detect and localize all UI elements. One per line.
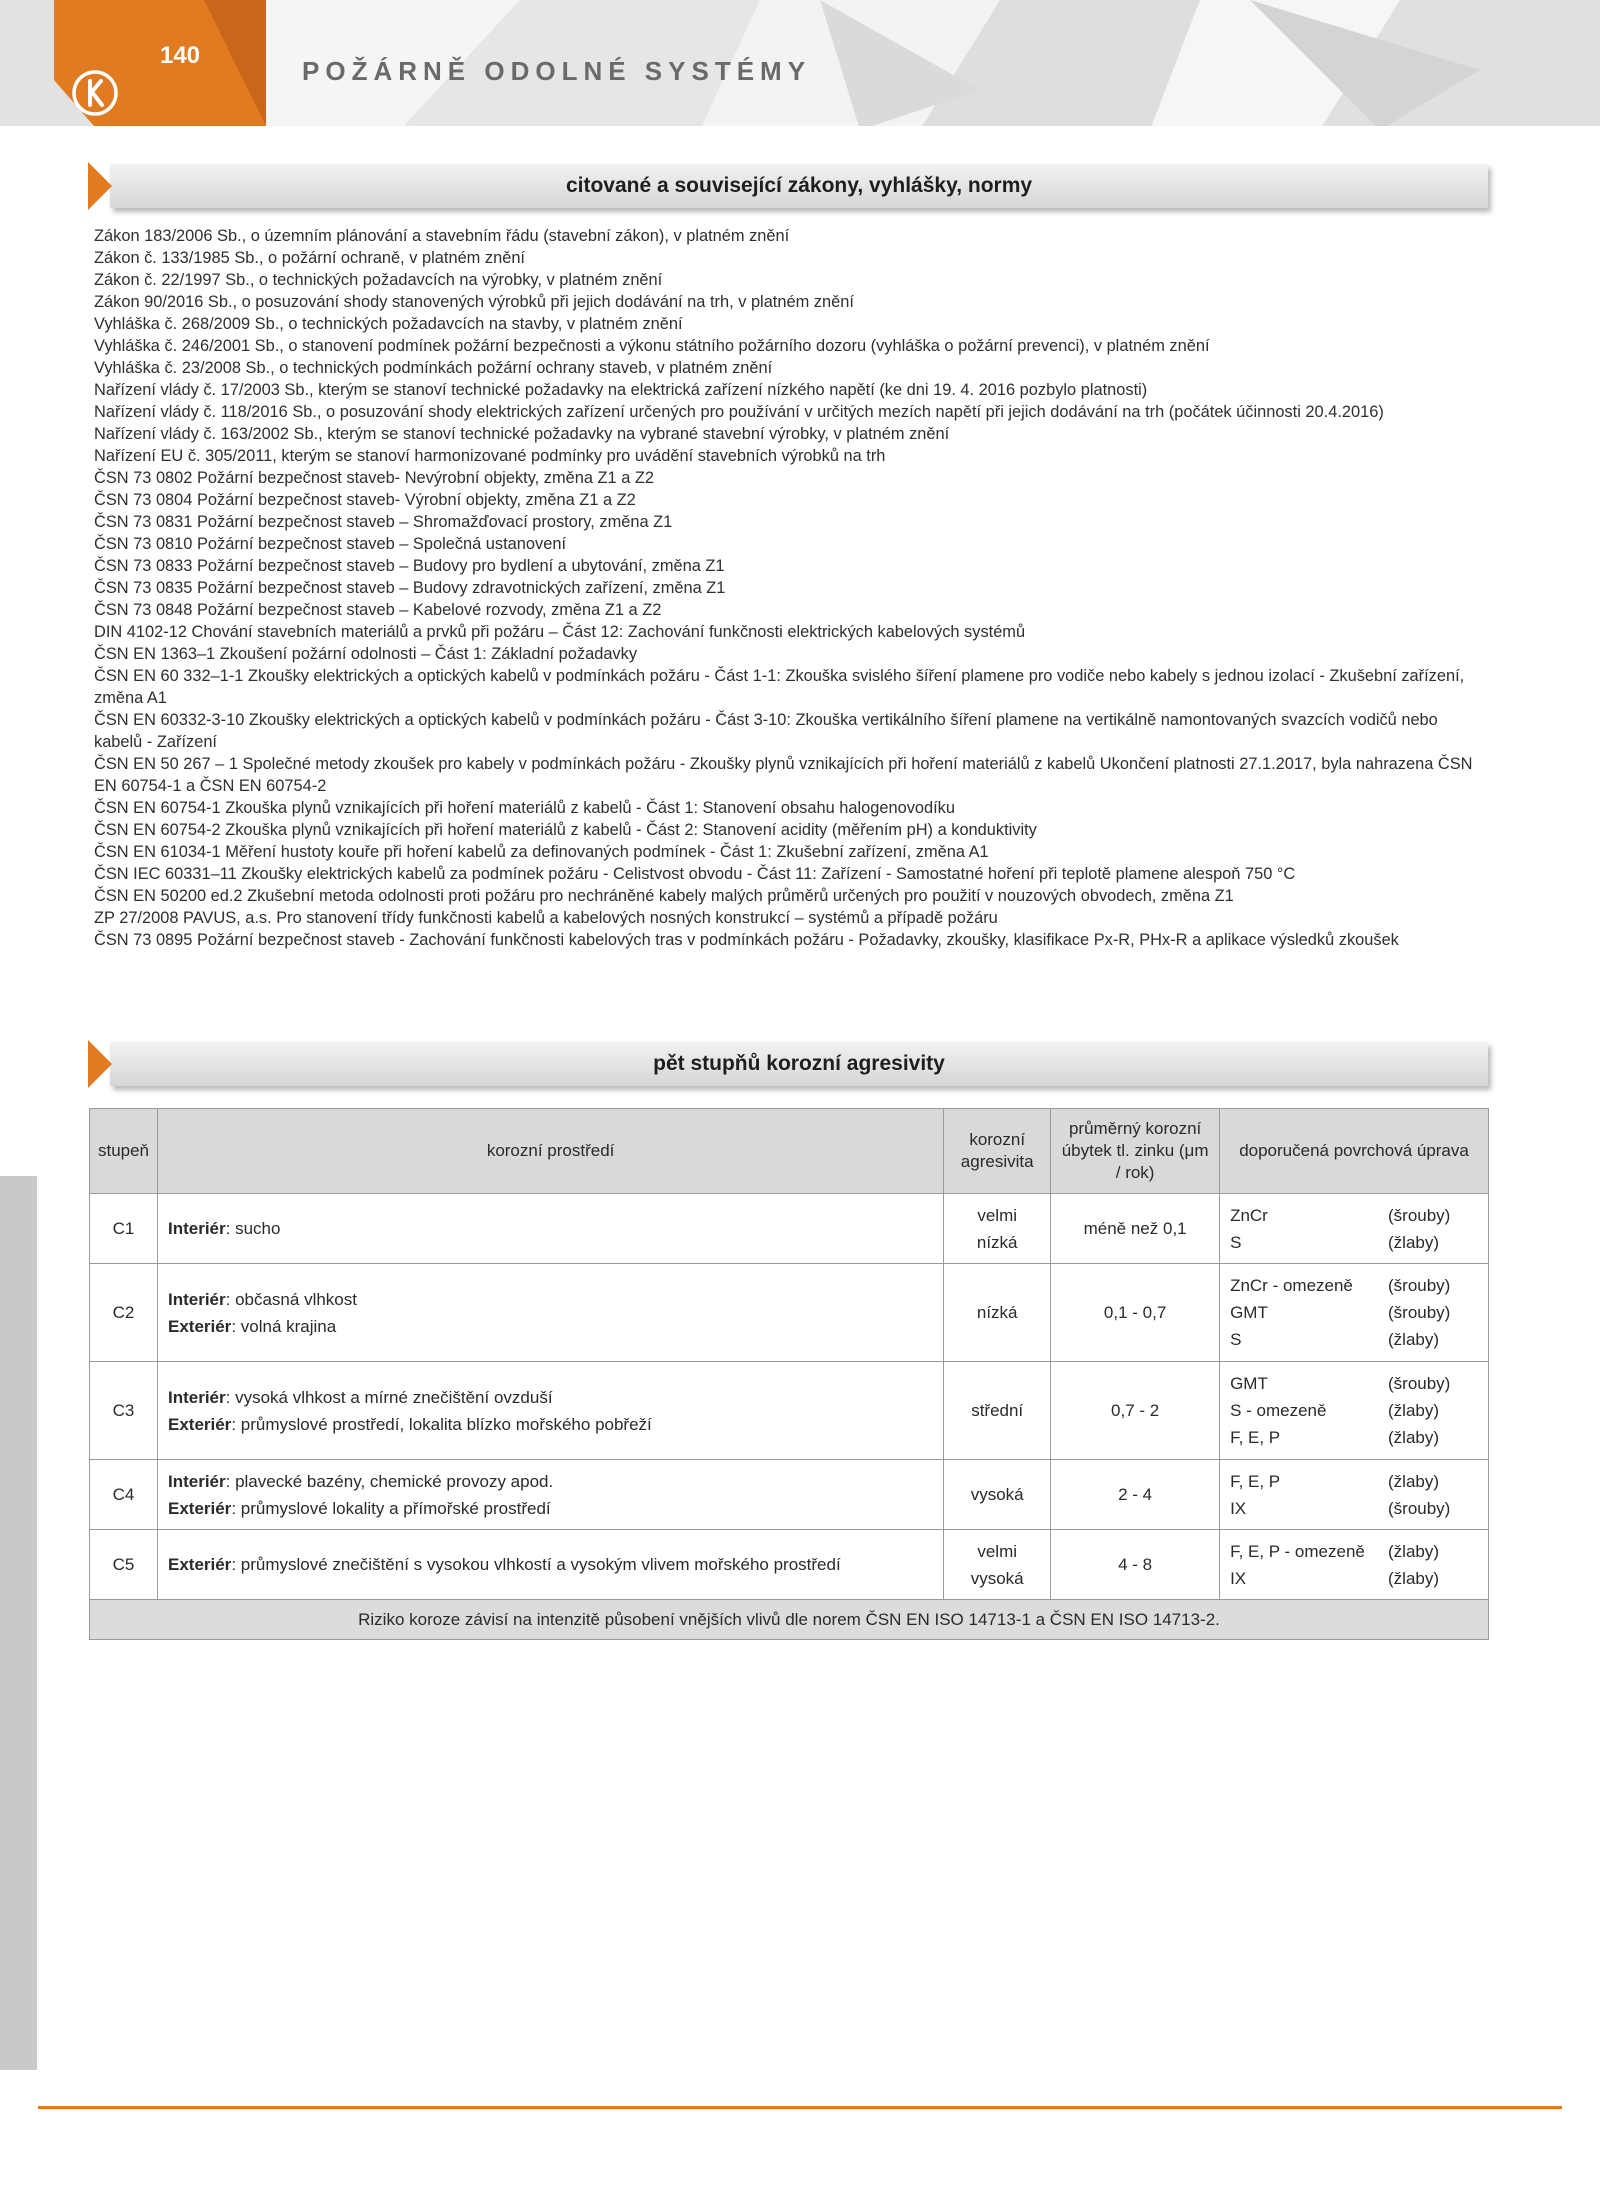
surface-line (1230, 1565, 1478, 1592)
table-row (90, 1530, 1489, 1600)
cell-stage: C3 (90, 1362, 158, 1460)
environment-text: : průmyslové prostředí, lokalita blízko mořského pobřeží (231, 1414, 652, 1434)
reference-item: ČSN 73 0802 Požární bezpečnost staveb- Nevýrobní objekty, změna Z1 a Z2 (94, 469, 655, 487)
corrosion-table (89, 1108, 1489, 1640)
reference-item: ČSN EN 50200 ed.2 Zkušební metoda odolnosti proti požáru pro nechráněné kabely malých průměrů určených pro použití v nouzových obvodech, změna Z1 (94, 887, 1234, 905)
surface-type: ZnCr - omezeně (1230, 1276, 1353, 1295)
surface-use: (žlaby) (1388, 1401, 1440, 1420)
reference-item: Zákon č. 22/1997 Sb., o technických požadavcích na výrobky, v platném znění (94, 271, 663, 289)
surface-line (1230, 1299, 1478, 1326)
reference-item: Nařízení vlády č. 118/2016 Sb., o posuzování shody elektrických zařízení určených pro používání v určitých mezích napětí při jejich dodávání na trh (počátek účinnosti 20.4.2016) (94, 403, 1384, 421)
cell-environment (157, 1530, 943, 1600)
surface-use: (žlaby) (1388, 1232, 1440, 1252)
surface-use: (šrouby) (1388, 1303, 1451, 1322)
surface-type: F, E, P - omezeně (1230, 1541, 1365, 1561)
cell-stage: C5 (90, 1530, 158, 1600)
cell-environment (157, 1460, 943, 1530)
bottom-rule (38, 2106, 1562, 2109)
cell-zinc-loss: 4 - 8 (1051, 1530, 1220, 1600)
environment-label: Exteriér (167, 1498, 232, 1518)
environment-label: Interiér (167, 1387, 226, 1407)
environment-text: : občasná vlhkost (225, 1289, 357, 1309)
reference-item: ČSN EN 1363–1 Zkoušení požární odolnosti – Část 1: Základní požadavky (94, 645, 638, 663)
cell-stage: C4 (90, 1460, 158, 1530)
environment-label: Interiér (167, 1471, 226, 1491)
environment-text: : průmyslové lokality a přímořské prostředí (231, 1498, 551, 1518)
environment-label: Interiér (167, 1289, 226, 1309)
header-environment: korozní prostředí (157, 1109, 943, 1194)
surface-use: (šrouby) (1388, 1276, 1451, 1295)
environment-label: Exteriér (167, 1316, 232, 1336)
surface-type: S (1230, 1232, 1242, 1252)
reference-item: ČSN EN 60754-1 Zkouška plynů vznikajících při hoření materiálů z kabelů - Část 1: Stanovení obsahu halogenovodíku (94, 799, 955, 817)
cell-surface (1220, 1460, 1489, 1530)
reference-item: ČSN EN 60332-3-10 Zkoušky elektrických a optických kabelů v podmínkách požáru - Část 3-10: Zkouška vertikálního šíření plamene na vertikálně namontovaných svazcích vodičů nebo kabelů - Zařízení (94, 711, 1438, 751)
surface-line (1230, 1468, 1478, 1495)
surface-line (1230, 1424, 1478, 1451)
surface-line (1230, 1326, 1478, 1353)
surface-use: (šrouby) (1388, 1498, 1451, 1518)
section-arrow-icon (88, 1040, 112, 1088)
reference-item: ČSN EN 61034-1 Měření hustoty kouře při hoření kabelů za definovaných podmínek - Část 1: Zkušební zařízení, změna A1 (94, 843, 989, 861)
cell-aggressivity: střední (944, 1362, 1051, 1460)
surface-type: GMT (1230, 1303, 1268, 1322)
surface-type: F, E, P (1230, 1471, 1281, 1491)
reference-item: Vyhláška č. 268/2009 Sb., o technických požadavcích na stavby, v platném znění (94, 315, 683, 333)
environment-line (168, 1215, 933, 1242)
surface-use: (žlaby) (1388, 1541, 1440, 1561)
header-stage: stupeň (90, 1109, 158, 1194)
reference-item: ČSN 73 0895 Požární bezpečnost staveb - Zachování funkčnosti kabelových tras v podmínkách požáru - Požadavky, zkoušky, klasifikace Px-R, PHx-R a aplikace výsledků zkoušek (94, 931, 1399, 949)
cell-surface (1220, 1194, 1489, 1264)
section-heading-references (88, 162, 1488, 214)
surface-use: (žlaby) (1388, 1330, 1440, 1349)
cell-environment (157, 1362, 943, 1460)
environment-text: : sucho (225, 1219, 281, 1238)
table-row (90, 1362, 1489, 1460)
environment-label: Exteriér (167, 1555, 232, 1574)
surface-use: (žlaby) (1388, 1471, 1440, 1491)
reference-item: Zákon 183/2006 Sb., o územním plánování a stavebním řádu (stavební zákon), v platném znění (94, 227, 790, 245)
table-row (90, 1460, 1489, 1530)
surface-line (1230, 1538, 1478, 1565)
environment-text: : volná krajina (231, 1316, 337, 1336)
reference-item: ČSN IEC 60331–11 Zkoušky elektrických kabelů za podmínek požáru - Celistvost obvodu - Část 11: Zařízení - Samostatné hoření při teplotě plamene alespoň 750 °C (94, 865, 1296, 883)
reference-item: DIN 4102-12 Chování stavebních materiálů a prvků při požáru – Část 12: Zachování funkčnosti elektrických kabelových systémů (94, 623, 1026, 641)
surface-type: F, E, P (1230, 1428, 1281, 1447)
reference-item: Vyhláška č. 246/2001 Sb., o stanovení podmínek požární bezpečnosti a výkonu státního požárního dozoru (vyhláška o požární prevenci), v platném znění (94, 337, 1210, 355)
reference-item: ZP 27/2008 PAVUS, a.s. Pro stanovení třídy funkčnosti kabelů a kabelových nosných konstrukcí – systémů a případě požáru (94, 909, 998, 927)
section-title: citované a související zákony, vyhlášky, normy (565, 174, 1033, 197)
reference-item: Nařízení EU č. 305/2011, kterým se stanoví harmonizované podmínky pro uvádění stavebních výrobků na trh (94, 447, 886, 465)
surface-type: IX (1230, 1568, 1247, 1588)
cell-environment (157, 1194, 943, 1264)
surface-line (1230, 1397, 1478, 1424)
surface-line (1230, 1229, 1478, 1256)
reference-item: Zákon 90/2016 Sb., o posuzování shody stanovených výrobků při jejich dodávání na trh, v platném znění (94, 293, 854, 311)
table-row (90, 1264, 1489, 1362)
section-heading-corrosion (88, 1040, 1488, 1092)
table-row (90, 1194, 1489, 1264)
surface-line (1230, 1495, 1478, 1522)
reference-item: Vyhláška č. 23/2008 Sb., o technických podmínkách požární ochrany staveb, v platném znění (94, 359, 773, 377)
section-arrow-icon (88, 162, 112, 210)
reference-item: Zákon č. 133/1985 Sb., o požární ochraně, v platném znění (94, 249, 525, 267)
cell-environment (157, 1264, 943, 1362)
surface-use: (šrouby) (1388, 1205, 1451, 1225)
surface-use: (žlaby) (1388, 1428, 1440, 1447)
cell-stage: C1 (90, 1194, 158, 1264)
cell-zinc-loss: 0,7 - 2 (1051, 1362, 1220, 1460)
reference-item: Nařízení vlády č. 17/2003 Sb., kterým se stanoví technické požadavky na elektrická zařízení nízkého napětí (ke dni 19. 4. 2016 pozbylo platnosti) (94, 381, 1148, 399)
environment-line (168, 1495, 933, 1522)
surface-line (1230, 1272, 1478, 1299)
surface-use: (žlaby) (1388, 1568, 1440, 1588)
surface-type: S (1230, 1330, 1242, 1349)
cell-zinc-loss: méně než 0,1 (1051, 1194, 1220, 1264)
environment-line (168, 1384, 933, 1411)
environment-text: : průmyslové znečištění s vysokou vlhkostí a vysokým vlivem mořského prostředí (231, 1555, 841, 1574)
cell-aggressivity: velmi nízká (944, 1194, 1051, 1264)
cell-aggressivity: velmi vysoká (944, 1530, 1051, 1600)
page-number: 140 (159, 42, 201, 69)
environment-line (168, 1551, 933, 1578)
header-surface: doporučená povrchová úprava (1220, 1109, 1489, 1194)
table-footnote: Riziko koroze závisí na intenzitě působení vnějších vlivů dle norem ČSN EN ISO 14713-1 a ČSN EN ISO 14713-2. (90, 1600, 1489, 1640)
surface-type: S - omezeně (1230, 1401, 1327, 1420)
surface-type: GMT (1230, 1374, 1268, 1393)
surface-line (1230, 1202, 1478, 1229)
header-zinc-loss: průměrný korozní úbytek tl. zinku (μm / rok) (1051, 1109, 1220, 1194)
cell-surface (1220, 1264, 1489, 1362)
table-footnote-row (90, 1600, 1489, 1640)
brand-logo (70, 68, 120, 118)
environment-line (168, 1286, 933, 1313)
reference-item: ČSN EN 60 332–1-1 Zkoušky elektrických a optických kabelů v podmínkách požáru - Část 1-1: Zkouška svislého šíření plamene pro vodiče nebo kabely s jednou izolací - Zkušební zařízení, změna A1 (94, 667, 1465, 707)
cell-surface (1220, 1362, 1489, 1460)
reference-item: ČSN EN 60754-2 Zkouška plynů vznikajících při hoření materiálů z kabelů - Část 2: Stanovení acidity (měřením pH) a konduktivity (94, 821, 1037, 839)
running-title: POŽÁRNĚ ODOLNÉ SYSTÉMY (302, 56, 812, 86)
reference-item: ČSN 73 0833 Požární bezpečnost staveb – Budovy pro bydlení a ubytování, změna Z1 (94, 557, 725, 575)
side-strip (0, 1176, 37, 2070)
cell-stage: C2 (90, 1264, 158, 1362)
header-aggressivity: korozní agresivita (944, 1109, 1051, 1194)
environment-label: Exteriér (167, 1414, 232, 1434)
reference-item: ČSN 73 0831 Požární bezpečnost staveb – Shromažďovací prostory, změna Z1 (94, 513, 673, 531)
cell-surface (1220, 1530, 1489, 1600)
references-list (94, 225, 1486, 951)
surface-use: (šrouby) (1388, 1374, 1451, 1393)
cell-aggressivity: vysoká (944, 1460, 1051, 1530)
environment-line (168, 1468, 933, 1495)
reference-item: ČSN 73 0835 Požární bezpečnost staveb – Budovy zdravotnických zařízení, změna Z1 (94, 579, 726, 597)
environment-line (168, 1411, 933, 1438)
surface-type: IX (1230, 1498, 1247, 1518)
section-title: pět stupňů korozní agresivity (653, 1052, 945, 1075)
reference-item: ČSN 73 0848 Požární bezpečnost staveb – Kabelové rozvody, změna Z1 a Z2 (94, 601, 662, 619)
reference-item: Nařízení vlády č. 163/2002 Sb., kterým se stanoví technické požadavky na vybrané stavební výrobky, v platném znění (94, 425, 950, 443)
cell-zinc-loss: 0,1 - 0,7 (1051, 1264, 1220, 1362)
cell-aggressivity: nízká (944, 1264, 1051, 1362)
reference-item: ČSN 73 0804 Požární bezpečnost staveb- Výrobní objekty, změna Z1 a Z2 (94, 491, 636, 509)
surface-type: ZnCr (1230, 1205, 1268, 1225)
environment-line (168, 1313, 933, 1340)
environment-label: Interiér (167, 1219, 226, 1238)
surface-line (1230, 1370, 1478, 1397)
reference-item: ČSN 73 0810 Požární bezpečnost staveb – Společná ustanovení (94, 535, 566, 553)
cell-zinc-loss: 2 - 4 (1051, 1460, 1220, 1530)
environment-text: : plavecké bazény, chemické provozy apod. (225, 1471, 554, 1491)
reference-item: ČSN EN 50 267 – 1 Společné metody zkoušek pro kabely v podmínkách požáru - Zkoušky plynů vznikajících při hoření materiálů z kabelů Ukončení platnosti 27.1.2017, byla nahrazena ČSN EN 60754-1 a ČSN EN 60754-2 (94, 755, 1473, 795)
environment-text: : vysoká vlhkost a mírné znečištění ovzduší (225, 1387, 553, 1407)
table-header-row (90, 1109, 1489, 1194)
